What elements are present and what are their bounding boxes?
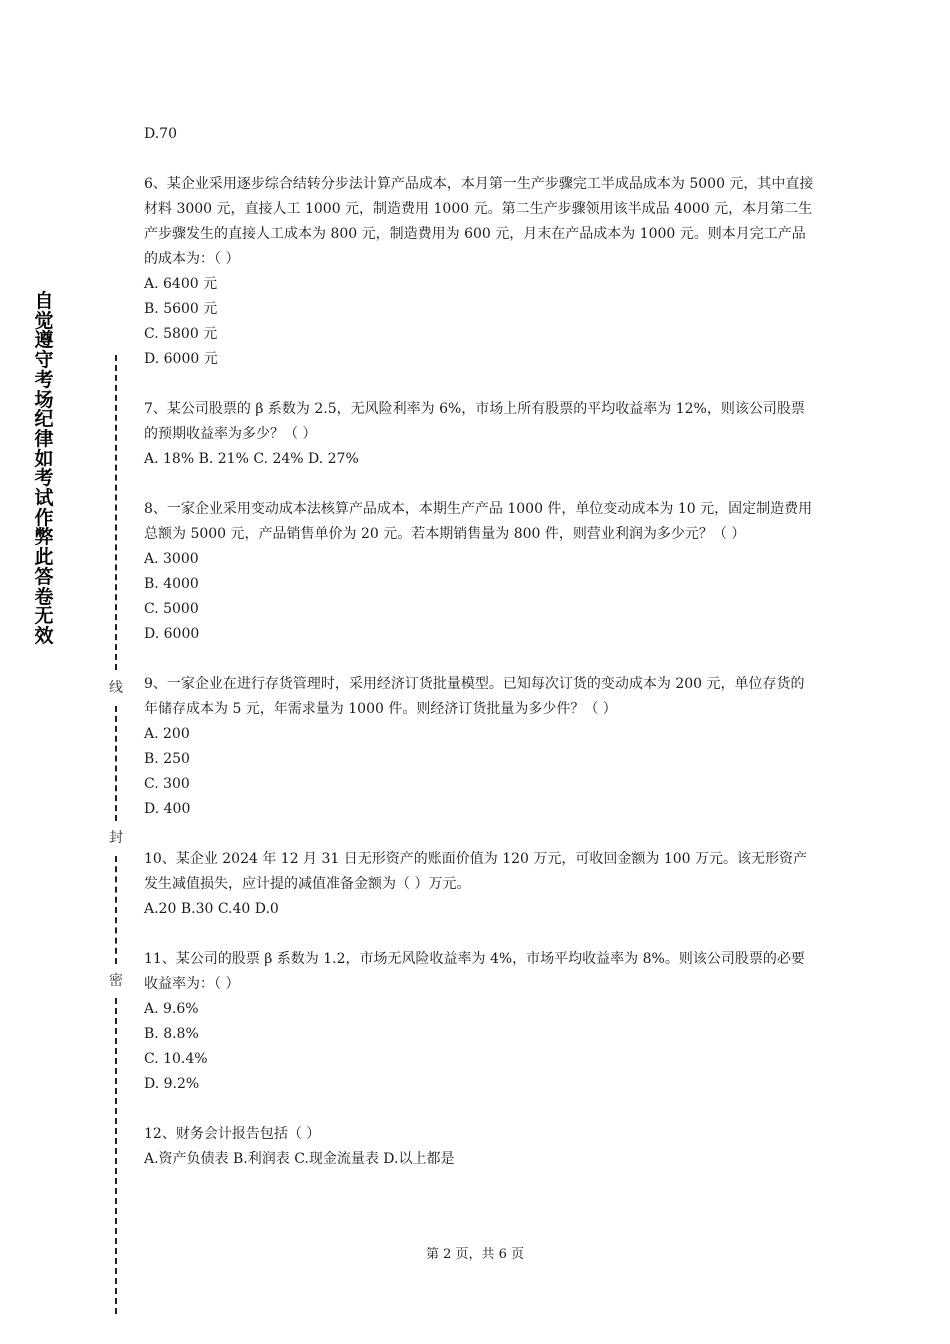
- answer-option: A.20 B.30 C.40 D.0: [144, 901, 279, 917]
- question-stem: 7、某公司股票的 β 系数为 2.5，无风险利率为 6%，市场上所有股票的平均收益率为 12%，则该公司股票的预期收益率为多少？（ ）: [144, 401, 805, 442]
- question-q9: [144, 672, 814, 822]
- seal-label-dense: 密: [109, 973, 123, 989]
- notice-char: 自: [34, 290, 54, 312]
- page-number: 第 2 页，共 6 页: [425, 1247, 525, 1262]
- notice-char: 效: [34, 624, 54, 647]
- notice-char: 弊: [34, 526, 54, 549]
- answer-option: A. 9.6%: [144, 1001, 199, 1017]
- answer-option: B. 4000: [144, 576, 199, 592]
- notice-char: 考: [34, 467, 54, 490]
- question-q8: [144, 497, 814, 647]
- question-stem: 10、某企业 2024 年 12 月 31 日无形资产的账面价值为 120 万元，可收回金额为 100 万元。该无形资产发生减值损失，应计提的减值准备金额为（ ）万元。: [144, 851, 808, 892]
- answer-option: B. 250: [144, 751, 190, 767]
- answer-option: C. 300: [144, 776, 190, 792]
- answer-option: C. 5000: [144, 601, 199, 617]
- answer-option: B. 8.8%: [144, 1026, 199, 1042]
- question-stem: 12、财务会计报告包括（ ）: [144, 1126, 321, 1142]
- question-q6: [144, 172, 814, 372]
- notice-char: 场: [34, 388, 54, 411]
- notice-char: 作: [34, 506, 54, 529]
- question-stem: 6、某企业采用逐步综合结转分步法计算产品成本，本月第一生产步骤完工半成品成本为 5000 元，其中直接材料 3000 元，直接人工 1000 元，制造费用 1000 元。第二生产步骤领用该半成品 4000 元，本月第二生产步骤发生的直接人工成本为 800 元，制造费用为 600 元，月末在产品成本为 1000 元。则本月完工产品的成本为：（ ）: [144, 176, 814, 267]
- notice-char: 觉: [34, 309, 54, 332]
- question-q5-tail: [144, 122, 814, 147]
- binding-dash-line-3: [115, 856, 117, 964]
- answer-option: A. 3000: [144, 551, 199, 567]
- answer-option: D.70: [144, 126, 177, 142]
- notice-char: 考: [34, 368, 54, 391]
- notice-char: 答: [34, 565, 54, 588]
- notice-char: 律: [34, 427, 54, 450]
- question-list: [144, 122, 814, 1197]
- question-stem: 8、一家企业采用变动成本法核算产品成本，本期生产产品 1000 件，单位变动成本为 10 元，固定制造费用总额为 5000 元，产品销售单价为 20 元。若本期销售量为 800 件，则营业利润为多少元？（ ）: [144, 501, 813, 542]
- answer-option: D. 400: [144, 801, 191, 817]
- question-stem: 9、一家企业在进行存货管理时，采用经济订货批量模型。已知每次订货的变动成本为 200 元，单位存货的年储存成本为 5 元，年需求量为 1000 件。则经济订货批量为多少件？（ ）: [144, 676, 805, 717]
- answer-option: A. 6400 元: [144, 276, 218, 292]
- answer-option: C. 10.4%: [144, 1051, 208, 1067]
- answer-option: C. 5800 元: [144, 326, 218, 342]
- answer-option: D. 6000 元: [144, 351, 218, 367]
- answer-option: D. 9.2%: [144, 1076, 200, 1092]
- binding-dash-line-2: [115, 706, 117, 821]
- question-q10: [144, 847, 814, 922]
- binding-dash-line-1: [115, 355, 117, 670]
- question-stem: 11、某公司的股票 β 系数为 1.2，市场无风险收益率为 4%，市场平均收益率为 8%。则该公司股票的必要收益率为：（ ）: [144, 951, 805, 992]
- question-q12: [144, 1122, 814, 1172]
- notice-char: 无: [34, 605, 54, 628]
- answer-option: A. 18% B. 21% C. 24% D. 27%: [144, 451, 359, 467]
- question-q11: [144, 947, 814, 1097]
- notice-char: 此: [34, 546, 54, 569]
- notice-char: 纪: [34, 408, 54, 431]
- answer-option: A. 200: [144, 726, 190, 742]
- answer-option: D. 6000: [144, 626, 200, 642]
- notice-char: 卷: [34, 585, 54, 608]
- notice-char: 如: [34, 447, 54, 470]
- question-q7: [144, 397, 814, 472]
- exam-discipline-notice: [30, 292, 58, 647]
- seal-label-line: 线: [109, 680, 123, 696]
- binding-dash-line-4: [115, 998, 117, 1314]
- notice-char: 守: [34, 349, 54, 372]
- answer-option: A.资产负债表 B.利润表 C.现金流量表 D.以上都是: [144, 1151, 455, 1167]
- seal-label-seal: 封: [109, 830, 123, 846]
- notice-char: 试: [34, 487, 54, 510]
- answer-option: B. 5600 元: [144, 301, 218, 317]
- notice-char: 遵: [34, 329, 54, 352]
